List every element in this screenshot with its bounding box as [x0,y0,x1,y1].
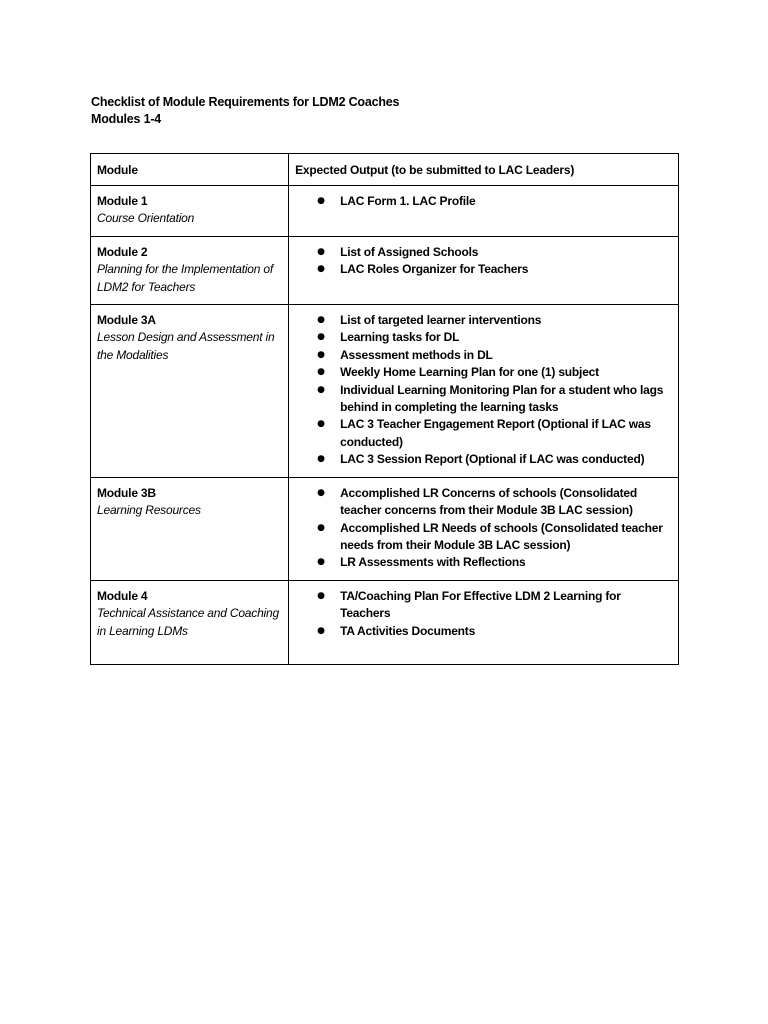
table-row [91,236,679,304]
module-description: Planning for the Implementation of LDM2 for Teachers [97,262,273,294]
table-row [91,477,679,580]
table-row [91,305,679,478]
document-heading [91,94,399,128]
output-item: ● List of Assigned Schools [289,244,670,261]
output-item: ● LAC 3 Teacher Engagement Report (Optional if LAC was conducted) [317,417,651,449]
table-header-row [91,154,679,186]
output-item: ● Weekly Home Learning Plan for one (1) subject [289,364,670,381]
module-cell [91,477,289,580]
output-item: ● Individual Learning Monitoring Plan for a student who lags behind in completing the learning tasks [317,382,664,415]
output-item: ● TA/Coaching Plan For Effective LDM 2 Learning for Teachers [317,588,621,621]
bullet-icon: ● [317,590,325,601]
module-cell [91,305,289,478]
output-item: ● LAC Form 1. LAC Profile [289,193,670,210]
module-description: Technical Assistance and Coaching in Learning LDMs [97,606,279,638]
bullet-icon: ● [317,384,325,395]
header-module: Module [91,154,289,186]
module-description: Course Orientation [97,211,195,226]
module-cell [91,580,289,664]
bullet-icon: ● [317,557,325,568]
output-item: ● List of targeted learner interventions [289,312,670,329]
output-list [289,186,678,218]
output-cell [289,186,679,237]
module-name: Module 3B [97,485,156,500]
requirements-table [90,153,679,665]
header-expected-output: Expected Output (to be submitted to LAC Leaders) [289,154,679,186]
table-row [91,580,679,664]
output-cell [289,236,679,304]
module-name: Module 3A [97,313,156,328]
output-item: ● LR Assessments with Reflections [289,554,670,571]
table-row [91,186,679,237]
output-item: ● Learning tasks for DL [289,329,670,346]
bullet-icon: ● [317,332,325,343]
output-item: ● Assessment methods in DL [289,347,670,364]
module-description: Learning Resources [97,503,201,518]
output-item: ● LAC 3 Session Report (Optional if LAC was conducted) [289,451,670,468]
bullet-icon: ● [317,196,325,206]
document-title: Checklist of Module Requirements for LDM2 Coaches [91,95,400,109]
output-item: ● Accomplished LR Needs of schools (Consolidated teacher needs from their Module 3B LAC session) [317,520,663,552]
module-name: Module 4 [97,588,148,603]
output-list [289,305,678,477]
module-cell [91,236,289,304]
output-cell [289,305,679,478]
output-list [289,581,678,648]
bullet-icon: ● [317,419,325,430]
bullet-icon: ● [317,487,325,498]
bullet-icon: ● [317,246,325,257]
bullet-icon: ● [317,264,325,275]
module-name: Module 2 [97,244,148,259]
bullet-icon: ● [317,522,325,533]
output-cell [289,580,679,664]
bullet-icon: ● [317,454,325,465]
bullet-icon: ● [317,367,325,378]
document-subtitle: Modules 1-4 [91,112,162,126]
module-description: Lesson Design and Assessment in the Modalities [97,330,275,362]
output-list [289,478,678,580]
output-item: ● LAC Roles Organizer for Teachers [289,261,670,278]
output-list [289,237,678,287]
module-name: Module 1 [97,194,148,208]
bullet-icon: ● [317,349,325,360]
output-cell [289,477,679,580]
output-item: ● Accomplished LR Concerns of schools (Consolidated teacher concerns from their Module 3B LAC session) [317,485,637,518]
bullet-icon: ● [317,625,325,636]
bullet-icon: ● [317,315,325,326]
output-item: ● TA Activities Documents [289,623,670,640]
module-cell [91,186,289,237]
